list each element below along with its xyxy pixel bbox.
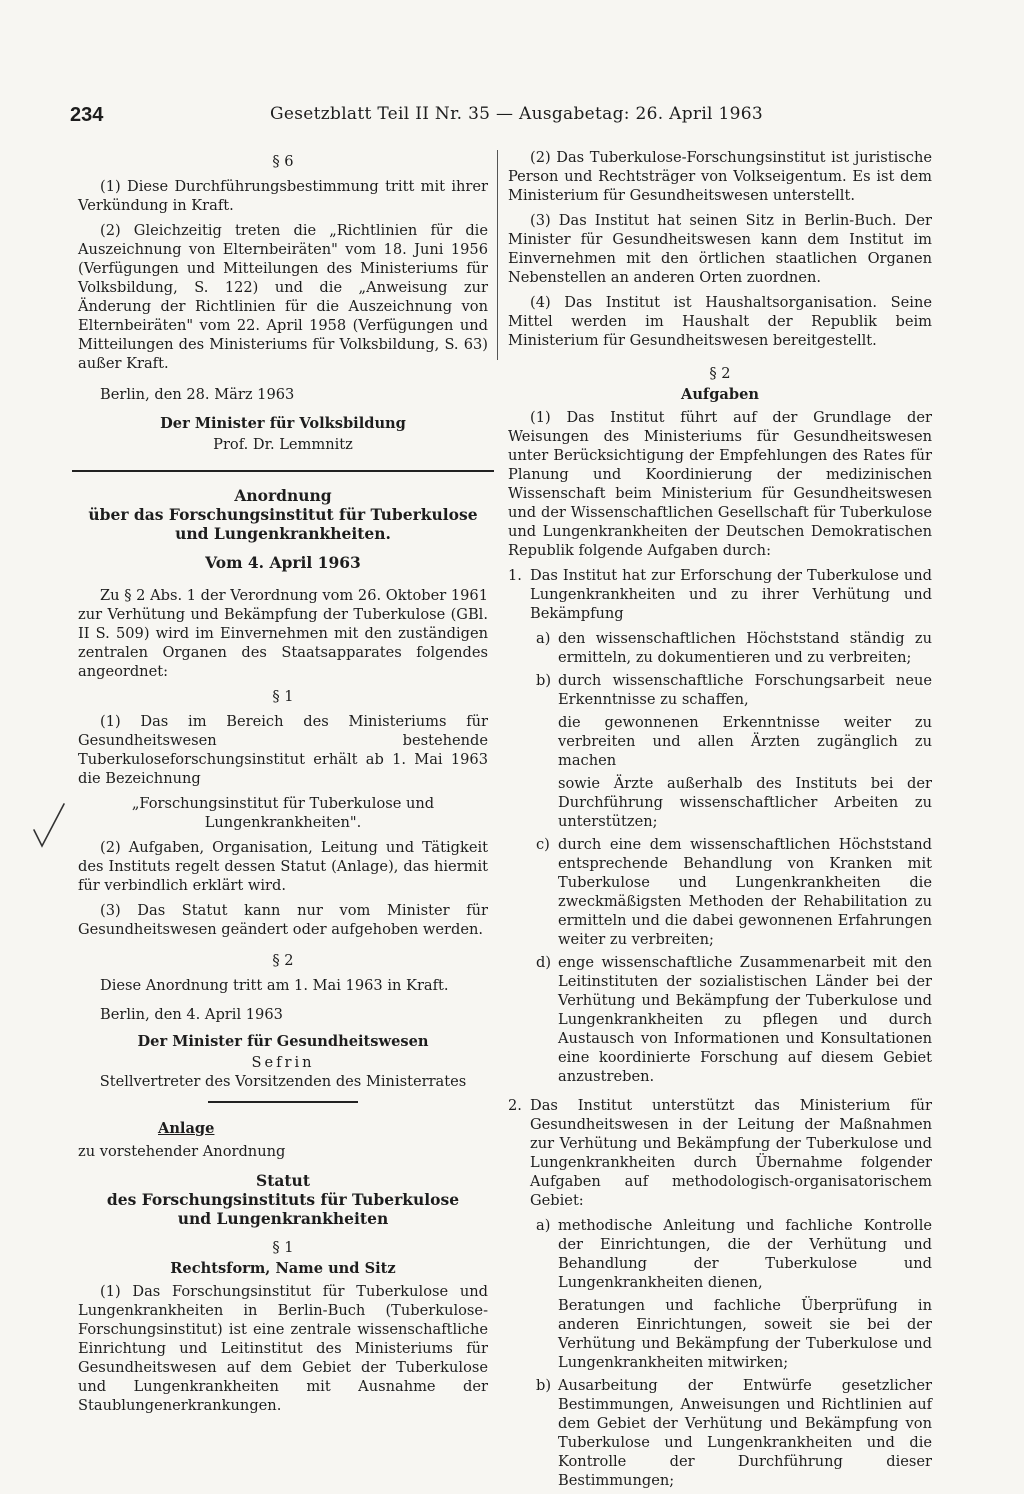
list-text: Das Institut unterstützt das Ministerium für Gesundheitswesen in der Leitung der Maßnahmen zur Verhütung und Bekämpfung der Tuberkulose und Lungenkrankheiten durch Übernahme folgender Aufgaben auf methodologisch-organisatorischem Gebiet:: [530, 1097, 932, 1209]
title-line: Statut: [256, 1171, 310, 1190]
paragraph: (3) Das Statut kann nur vom Minister für Gesundheitswesen geändert oder aufgehoben werden.: [78, 902, 488, 938]
signer-title: Der Minister für Gesundheitswesen: [137, 1033, 429, 1050]
institute-name: „Forschungsinstitut für Tuberkulose und Lungenkrankheiten".: [131, 795, 435, 831]
paragraph: (1) Diese Durchführungsbestimmung tritt mit ihrer Verkündung in Kraft.: [78, 178, 488, 214]
handwritten-checkmark-icon: [32, 800, 66, 850]
section-heading: § 1: [272, 688, 294, 705]
list-marker: d): [536, 954, 552, 971]
paragraph: (3) Das Institut hat seinen Sitz in Berlin-Buch. Der Minister für Gesundheitswesen kann dem Institut im Einvernehmen mit den örtlichen staatlichen Organen Nebenstellen an anderen Orten zuordnen.: [508, 212, 932, 286]
title-line: über das Forschungsinstitut für Tuberkulose: [88, 505, 478, 524]
place-date: Berlin, den 28. März 1963: [100, 386, 295, 403]
list-text: methodische Anleitung und fachliche Kontrolle der Einrichtungen, die der Verhütung und Behandlung der Tuberkulose und Lungenkrankheiten dienen,: [558, 1217, 932, 1291]
section-heading: § 2: [709, 365, 731, 382]
sub-list-item: [508, 1376, 932, 1490]
list-text: Das Institut hat zur Erforschung der Tuberkulose und Lungenkrankheiten und zu ihrer Verhütung und Bekämpfung: [530, 567, 932, 622]
header-title: Gesetzblatt Teil II Nr. 35 — Ausgabetag: 26. April 1963: [270, 104, 763, 124]
list-marker: b): [536, 672, 552, 689]
paragraph: (1) Das im Bereich des Ministeriums für Gesundheitswesen bestehende Tuberkuloseforschungsinstitut erhält ab 1. Mai 1963 die Bezeichnung: [78, 713, 488, 787]
signer-name: Sefrin: [251, 1054, 315, 1071]
document-date: Vom 4. April 1963: [205, 553, 361, 572]
list-marker: a): [536, 1217, 551, 1234]
paragraph: (4) Das Institut ist Haushaltsorganisation. Seine Mittel werden im Haushalt der Republik beim Ministerium für Gesundheitswesen bereitgestellt.: [508, 294, 932, 349]
column-divider: [497, 150, 498, 360]
page-number: 234: [70, 104, 104, 126]
page-header: [70, 104, 960, 134]
list-item: [508, 566, 932, 623]
paragraph: (2) Aufgaben, Organisation, Leitung und Tätigkeit des Instituts regelt dessen Statut (Anlage), das hiermit für verbindlich erklärt wird.: [78, 839, 488, 894]
paragraph: Zu § 2 Abs. 1 der Verordnung vom 26. Oktober 1961 zur Verhütung und Bekämpfung der Tuberkulose (GBl. II S. 509) wird im Einvernehmen mit den zuständigen zentralen Organen des Staatsapparates folgendes angeordnet:: [78, 587, 488, 680]
document-title: [78, 486, 488, 543]
list-marker: b): [536, 1377, 552, 1394]
sub-list-item: [508, 671, 932, 709]
list-marker: c): [536, 836, 550, 853]
list-continuation: die gewonnenen Erkenntnisse weiter zu verbreiten und allen Ärzten zugänglich zu machen: [558, 714, 932, 769]
sub-list-item: [508, 953, 932, 1086]
section-heading: § 1: [272, 1239, 294, 1256]
list-text: den wissenschaftlichen Höchststand ständig zu ermitteln, zu dokumentieren und zu verbreiten;: [558, 630, 932, 666]
title-line: des Forschungsinstituts für Tuberkulose: [106, 1190, 460, 1209]
section-rule: [208, 1101, 358, 1103]
title-line: und Lungenkrankheiten: [177, 1209, 389, 1228]
section-heading: § 6: [272, 153, 294, 170]
sub-list-item: [508, 835, 932, 949]
list-continuation: sowie Ärzte außerhalb des Instituts bei der Durchführung wissenschaftlicher Arbeiten zu unterstützen;: [558, 775, 932, 830]
signer-title: Der Minister für Volksbildung: [160, 415, 406, 432]
section-title: Aufgaben: [681, 386, 759, 403]
list-marker: 2.: [508, 1097, 522, 1114]
paragraph: (2) Das Tuberkulose-Forschungsinstitut ist juristische Person und Rechtsträger von Volkseigentum. Es ist dem Ministerium für Gesundheitswesen unterstellt.: [508, 149, 932, 204]
statute-title: [78, 1171, 488, 1228]
annex-heading: Anlage: [158, 1120, 215, 1137]
paragraph: Diese Anordnung tritt am 1. Mai 1963 in Kraft.: [100, 977, 449, 994]
paragraph: (2) Gleichzeitig treten die „Richtlinien für die Auszeichnung von Elternbeiräten" vom 18. Juni 1956 (Verfügungen und Mitteilungen des Ministeriums für Volksbildung, S. 122) und die „Anweisung zur Änderung der Richtlinien für die Auszeichnung von Elternbeiräten" vom 22. April 1958 (Verfügungen und Mitteilungen des Ministeriums für Volksbildung, S. 63) außer Kraft.: [78, 222, 488, 372]
place-date: Berlin, den 4. April 1963: [100, 1006, 283, 1023]
list-text: durch wissenschaftliche Forschungsarbeit neue Erkenntnisse zu schaffen,: [558, 672, 932, 708]
list-text: enge wissenschaftliche Zusammenarbeit mit den Leitinstituten der sozialistischen Länder bei der Verhütung und Bekämpfung der Tuberkulose und Lungenkrankheiten zu pflegen und durch Austausch von Informationen und Konsultationen eine koordinierte Forschung auf diesem Gebiet anzustreben.: [558, 954, 932, 1085]
list-item: [508, 1096, 932, 1210]
right-column: [508, 148, 932, 1494]
signer-name: Prof. Dr. Lemmnitz: [213, 436, 353, 453]
list-text: Ausarbeitung der Entwürfe gesetzlicher Bestimmungen, Anweisungen und Richtlinien auf dem Gebiet der Verhütung und Bekämpfung von Tuberkulose und Lungenkrankheiten und die Kontrolle der Durchführung dieser Bestimmungen;: [558, 1377, 932, 1489]
title-line: Anordnung: [234, 486, 332, 505]
left-column: [78, 148, 488, 1421]
sub-list-item: [508, 629, 932, 667]
section-rule: [72, 470, 494, 472]
paragraph: (1) Das Forschungsinstitut für Tuberkulose und Lungenkrankheiten in Berlin-Buch (Tuberkulose-Forschungsinstitut) ist eine zentrale wissenschaftliche Einrichtung und Leitinstitut des Ministeriums für Gesundheitswesen auf dem Gebiet der Tuberkulose und Lungenkrankheiten mit Ausnahme der Staublungenerkrankungen.: [78, 1283, 488, 1414]
paragraph: (1) Das Institut führt auf der Grundlage der Weisungen des Ministeriums für Gesundheitswesen unter Berücksichtigung der Empfehlungen des Rates für Planung und Koordinierung der medizinischen Wissenschaft beim Ministerium für Gesundheitswesen und der Wissenschaftlichen Gesellschaft für Tuberkulose und Lungenkrankheiten der Deutschen Demokratischen Republik folgende Aufgaben durch:: [508, 409, 932, 559]
sub-list-item: [508, 1216, 932, 1292]
list-marker: a): [536, 630, 551, 647]
section-heading: § 2: [272, 952, 294, 969]
list-marker: 1.: [508, 567, 522, 584]
list-continuation: Beratungen und fachliche Überprüfung in anderen Einrichtungen, soweit sie bei der Verhütung und Bekämpfung der Tuberkulose und Lungenkrankheiten mitwirken;: [558, 1297, 932, 1371]
section-title: Rechtsform, Name und Sitz: [170, 1260, 396, 1277]
title-line: und Lungenkrankheiten.: [175, 524, 391, 543]
annex-subheading: zu vorstehender Anordnung: [78, 1143, 286, 1160]
list-text: durch eine dem wissenschaftlichen Höchststand entsprechende Behandlung von Kranken mit Tuberkulose und Lungenkrankheiten die zweckmäßigsten Methoden der Rehabilitation zu ermitteln und die dabei gewonnenen Erfahrungen weiter zu verbreiten;: [558, 836, 932, 948]
signer-role: Stellvertreter des Vorsitzenden des Ministerrates: [99, 1073, 467, 1090]
